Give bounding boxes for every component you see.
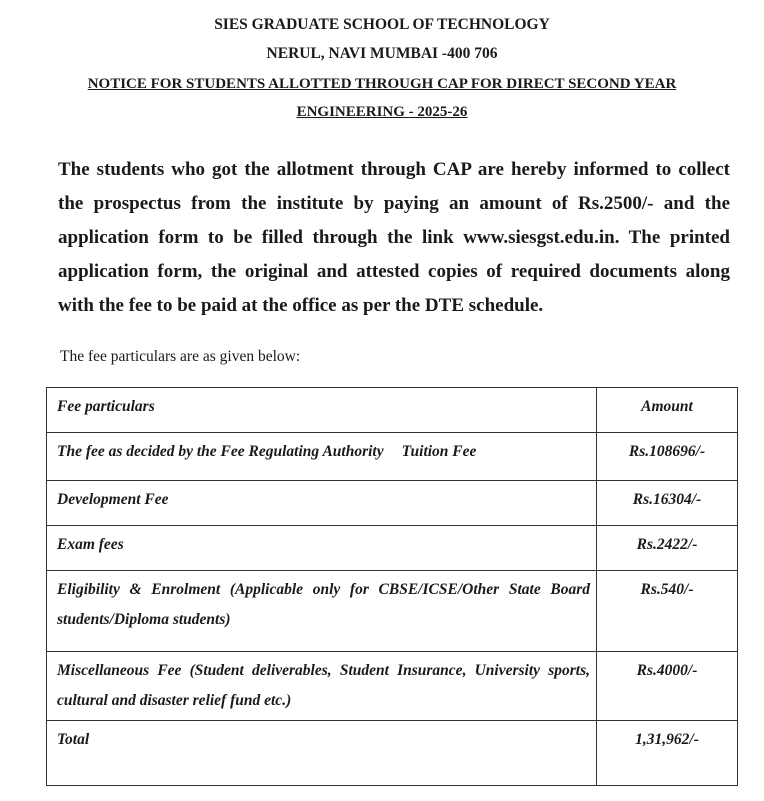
institute-name: SIES GRADUATE SCHOOL OF TECHNOLOGY (214, 16, 550, 33)
notice-title-continued: ENGINEERING - 2025-26 (296, 104, 468, 120)
notice-title: NOTICE FOR STUDENTS ALLOTTED THROUGH CAP FOR DIRECT SECOND YEAR (87, 76, 677, 92)
fee-table (46, 387, 738, 786)
fee-particular: Exam fees (47, 526, 597, 571)
fee-total-amount: 1,31,962/- (597, 721, 738, 786)
table-row (47, 652, 738, 721)
institute-address: NERUL, NAVI MUMBAI -400 706 (266, 45, 498, 62)
fee-particular: Miscellaneous Fee (Student deliverables, Student Insurance, University sports, cultural and disaster relief fund etc.) (47, 652, 597, 721)
fee-amount: Rs.108696/- (597, 433, 738, 481)
table-row (47, 571, 738, 652)
fee-particular-text: The fee as decided by the Fee Regulating Authority (57, 443, 384, 460)
fee-particular: Eligibility & Enrolment (Applicable only for CBSE/ICSE/Other State Board students/Diploma students) (47, 571, 597, 652)
fee-amount: Rs.16304/- (597, 481, 738, 526)
fee-particular: Development Fee (47, 481, 597, 526)
fee-amount: Rs.4000/- (597, 652, 738, 721)
table-header-row (47, 388, 738, 433)
table-row (47, 526, 738, 571)
fee-intro: The fee particulars are as given below: (60, 348, 301, 365)
fee-amount: Rs.2422/- (597, 526, 738, 571)
table-row (47, 433, 738, 481)
table-row-total (47, 721, 738, 786)
column-header-particulars: Fee particulars (47, 388, 597, 433)
table-row (47, 481, 738, 526)
notice-body: The students who got the allotment through CAP are hereby informed to collect the prospectus from the institute by paying an amount of Rs.2500/- and the application form to be filled through the link www.siesgst.edu.in. The printed application form, the original and attested copies of required documents along with the fee to be paid at the office as per the DTE schedule. (58, 159, 730, 316)
fee-particular-extra: Tuition Fee (401, 443, 477, 460)
fee-amount: Rs.540/- (597, 571, 738, 652)
fee-total-label: Total (47, 721, 597, 786)
column-header-amount: Amount (597, 388, 738, 433)
fee-particular (47, 433, 597, 481)
